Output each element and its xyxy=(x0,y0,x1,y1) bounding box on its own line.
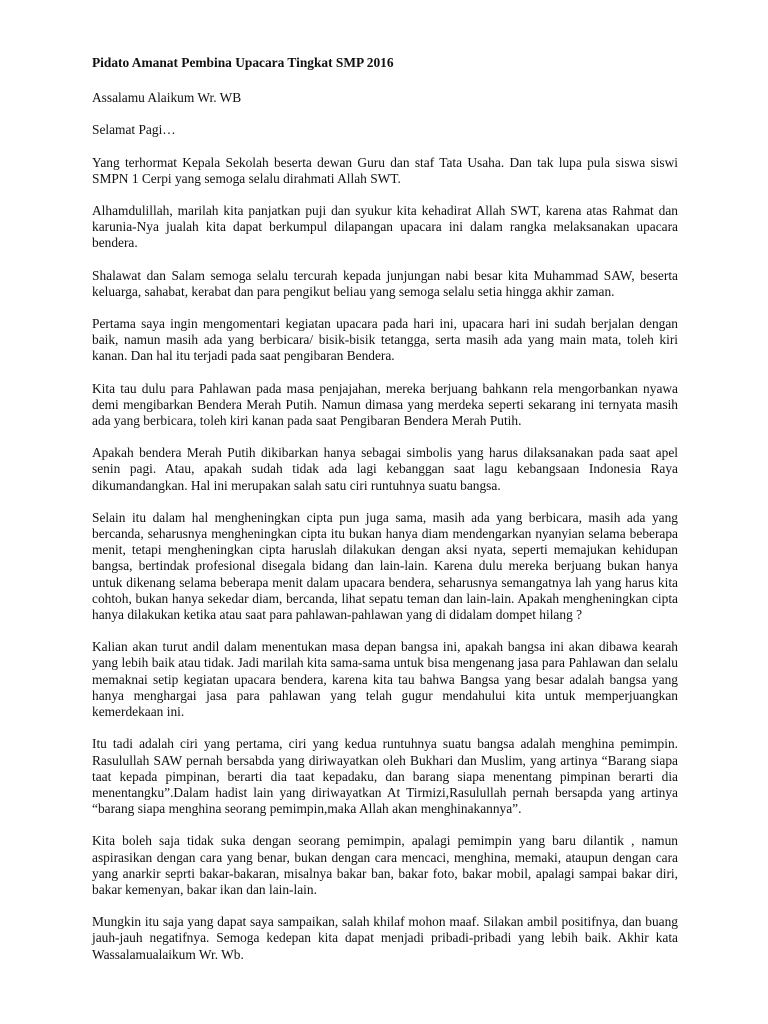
document-body xyxy=(92,55,678,979)
paragraph-3: Shalawat dan Salam semoga selalu tercurah kepada junjungan nabi besar kita Muhammad SAW, beserta keluarga, sahabat, kerabat dan para pengikut beliau yang semoga selalu setia hingga akhir zaman. xyxy=(92,267,678,299)
paragraph-11: Mungkin itu saja yang dapat saya sampaikan, salah khilaf mohon maaf. Silakan ambil positifnya, dan buang jauh-jauh negatifnya. Semoga kedepan kita dapat menjadi pribadi-pribadi yang lebih baik. Akhir kata Wassalamualaikum Wr. Wb. xyxy=(92,914,678,962)
paragraph-2: Alhamdulillah, marilah kita panjatkan puji dan syukur kita kehadirat Allah SWT, karena atas Rahmat dan karunia-Nya jualah kita dapat berkumpul dilapangan upacara ini dalam rangka melaksanakan upacara bendera. xyxy=(92,203,678,251)
paragraph-1: Yang terhormat Kepala Sekolah beserta dewan Guru dan staf Tata Usaha. Dan tak lupa pula siswa siswi SMPN 1 Cerpi yang semoga selalu dirahmati Allah SWT. xyxy=(92,154,678,186)
paragraph-8: Kalian akan turut andil dalam menentukan masa depan bangsa ini, apakah bangsa ini akan dibawa kearah yang lebih baik atau tidak. Jadi marilah kita sama-sama untuk bisa mengenang jasa para Pahlawan dan selalu memaknai setip kegiatan upacara bendera, karena kita tau bahwa Bangsa yang besar adalah bangsa yang hanya menghargai jasa para pahlawan yang telah gugur mendahului kita untuk memperjuangkan kemerdekaan ini. xyxy=(92,639,678,720)
paragraph-10: Kita boleh saja tidak suka dengan seorang pemimpin, apalagi pemimpin yang baru dilantik , namun aspirasikan dengan cara yang benar, bukan dengan cara mencaci, menghina, memaki, ataupun dengan cara yang anarkir seprti bakar-bakaran, misalnya bakar ban, bakar foto, bakar mobil, apalagi sampai bakar diri, bakar kemenyan, bakar ikan dan lain-lain. xyxy=(92,833,678,897)
paragraph-9: Itu tadi adalah ciri yang pertama, ciri yang kedua runtuhnya suatu bangsa adalah menghina pemimpin. Rasulullah SAW pernah bersabda yang diriwayatkan oleh Bukhari dan Muslim, yang artinya “Barang siapa taat kepada pimpinan, berarti dia taat kepadaku, dan barang siapa menentang pimpinan berarti dia menentangku”.Dalam hadist lain yang diriwayatkan At Tirmizi,Rasulullah pernah bersapda yang artinya “barang siapa menghina seorang pemimpin,maka Allah akan menghinakannya”. xyxy=(92,736,678,817)
paragraph-7: Selain itu dalam hal mengheningkan cipta pun juga sama, masih ada yang berbicara, masih ada yang bercanda, seharusnya mengheningkan cipta itu bukan hanya diam mendengarkan nyanyian selama beberapa menit, tetapi mengheningkan cipta haruslah dilakukan dengan aksi nyata, seperti memajukan kehidupan bangsa, bertindak profesional disegala bidang dan lain-lain. Karena dulu mereka berjuang bukan hanya untuk dikenang selama beberapa menit dalam upacara bendera, seharusnya semangatnya lah yang harus kita cohtoh, bukan hanya sekedar diam, bercanda, lihat sepatu teman dan lain-lain. Apakah mengheningkan cipta hanya dilakukan ketika atau saat para pahlawan-pahlawan yang di didalam dompet hilang ? xyxy=(92,509,678,623)
salutation: Selamat Pagi… xyxy=(92,122,176,138)
paragraph-4: Pertama saya ingin mengomentari kegiatan upacara pada hari ini, upacara hari ini sudah berjalan dengan baik, namun masih ada yang berbicara/ bisik-bisik tetangga, serta masih ada yang main mata, toleh kiri kanan. Dan hal itu terjadi pada saat pengibaran Bendera. xyxy=(92,316,678,364)
paragraph-5: Kita tau dulu para Pahlawan pada masa penjajahan, mereka berjuang bahkann rela mengorbankan nyawa demi mengibarkan Bendera Merah Putih. Namun dimasa yang merdeka seperti sekarang ini ternyata masih ada yang berbicara, toleh kiri kanan pada saat Pengibaran Bendera Merah Putih. xyxy=(92,380,678,429)
document-title: Pidato Amanat Pembina Upacara Tingkat SMP 2016 xyxy=(92,55,394,70)
greeting: Assalamu Alaikum Wr. WB xyxy=(92,90,242,106)
paragraph-6: Apakah bendera Merah Putih dikibarkan hanya sebagai simbolis yang harus dilaksanakan pada saat apel senin pagi. Atau, apakah sudah tidak ada lagi kebanggan saat lagu kebangsaan Indonesia Raya dikumandangkan. Hal ini merupakan salah satu ciri runtuhnya suatu bangsa. xyxy=(92,445,678,493)
